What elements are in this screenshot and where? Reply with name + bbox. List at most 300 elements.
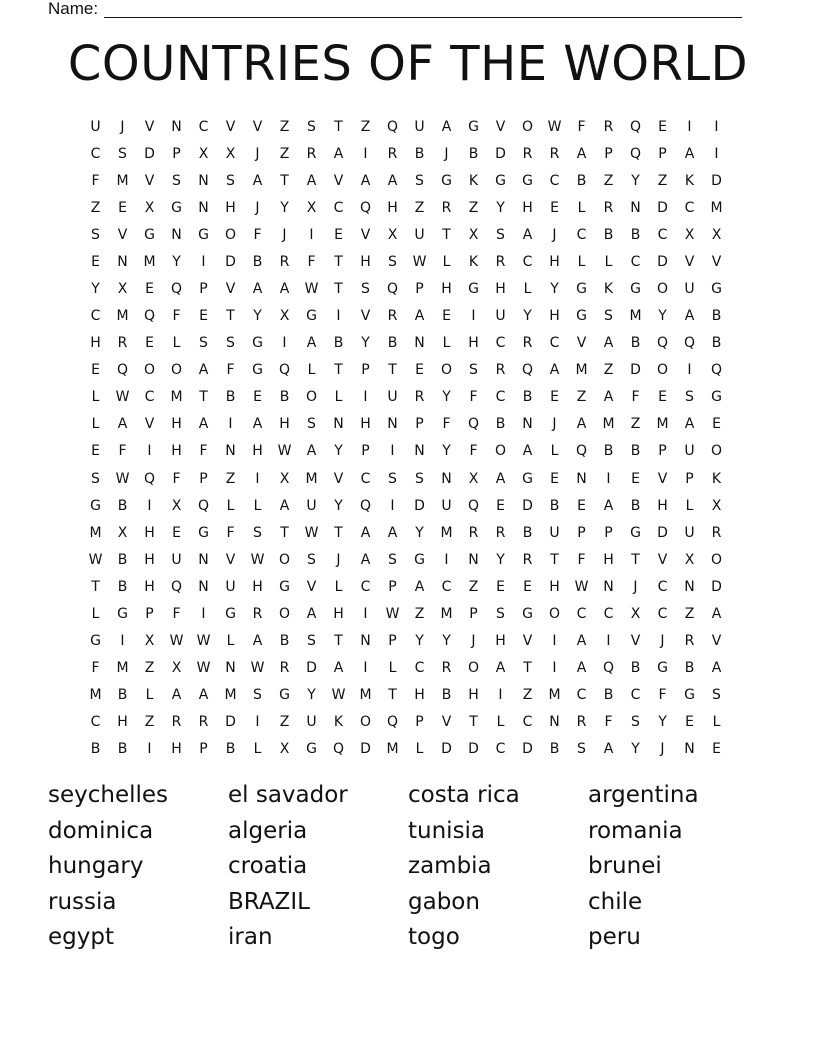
grid-letter: U [684, 443, 695, 460]
word-list-item: iran [228, 924, 273, 951]
grid-letter: U [684, 281, 695, 297]
grid-letter: F [91, 660, 100, 677]
grid-letter: A [387, 524, 398, 541]
grid-row [82, 546, 730, 573]
grid-letter: E [523, 578, 532, 595]
grid-letter: B [468, 145, 479, 162]
grid-letter: P [658, 145, 667, 162]
grid-row [82, 357, 730, 384]
grid-letter: B [603, 687, 614, 704]
grid-letter: L [550, 443, 559, 460]
grid-letter: C [657, 226, 668, 243]
grid-letter: C [495, 741, 506, 758]
grid-letter: Q [197, 497, 210, 514]
grid-letter: Y [658, 714, 667, 731]
grid-letter: H [468, 687, 479, 704]
grid-letter: S [307, 118, 316, 135]
grid-letter: N [414, 335, 425, 352]
grid-row [82, 167, 730, 194]
grid-letter: I [687, 118, 692, 135]
word-list-item: chile [588, 888, 643, 915]
grid-letter: K [468, 253, 479, 270]
grid-letter: E [118, 199, 127, 216]
grid-letter: B [441, 687, 452, 704]
grid-letter: A [684, 145, 695, 162]
grid-letter: M [116, 308, 129, 325]
grid-letter: N [198, 199, 209, 216]
grid-letter: B [711, 335, 722, 352]
grid-letter: B [630, 660, 641, 677]
grid-letter: B [117, 741, 128, 758]
grid-letter: I [714, 118, 719, 135]
grid-letter: D [306, 660, 317, 677]
grid-letter: I [714, 145, 719, 162]
grid-letter: T [280, 172, 289, 189]
grid-letter: R [522, 551, 533, 568]
grid-letter: X [468, 226, 479, 243]
grid-letter: H [252, 578, 263, 595]
grid-letter: X [468, 470, 479, 487]
grid-letter: Q [710, 362, 723, 379]
grid-letter: C [576, 687, 587, 704]
grid-letter: W [304, 524, 319, 541]
grid-letter: C [576, 226, 587, 243]
grid-letter: C [576, 605, 587, 622]
grid-row [82, 627, 730, 654]
grid-letter: G [684, 687, 695, 704]
grid-letter: A [522, 443, 533, 460]
grid-letter: R [711, 524, 722, 541]
grid-letter: S [415, 470, 424, 487]
grid-letter: O [170, 362, 183, 379]
grid-letter: D [441, 741, 452, 758]
grid-letter: A [198, 416, 209, 433]
grid-letter: C [522, 714, 533, 731]
grid-letter: K [468, 172, 479, 189]
word-list-item: gabon [408, 888, 480, 915]
grid-letter: R [603, 118, 614, 135]
grid-letter: K [711, 470, 722, 487]
grid-letter: G [576, 281, 587, 297]
grid-letter: A [360, 172, 371, 189]
grid-letter: A [441, 118, 452, 135]
grid-letter: I [552, 633, 557, 650]
grid-letter: T [523, 660, 532, 677]
grid-letter: A [279, 281, 290, 297]
grid-letter: T [226, 308, 235, 325]
grid-letter: A [603, 335, 614, 352]
grid-letter: Z [603, 362, 614, 379]
grid-letter: J [552, 416, 557, 433]
grid-letter: J [444, 145, 449, 162]
grid-letter: V [630, 633, 641, 650]
grid-letter: R [603, 199, 614, 216]
grid-row [82, 573, 730, 600]
grid-letter: Q [467, 497, 480, 514]
grid-letter: F [469, 443, 478, 460]
grid-row [82, 709, 730, 736]
grid-letter: I [552, 660, 557, 677]
grid-letter: M [710, 199, 723, 216]
grid-letter: V [684, 253, 695, 270]
grid-letter: U [495, 308, 506, 325]
grid-letter: H [468, 335, 479, 352]
grid-letter: U [414, 226, 425, 243]
word-list-item: costa rica [408, 782, 520, 808]
grid-letter: B [711, 308, 722, 325]
grid-letter: M [170, 389, 183, 406]
grid-letter: Y [523, 308, 532, 325]
grid-letter: A [360, 524, 371, 541]
grid-letter: F [577, 118, 586, 135]
grid-letter: O [548, 605, 561, 622]
grid-letter: L [442, 253, 451, 270]
grid-letter: Q [386, 281, 399, 297]
grid-letter: X [117, 524, 128, 541]
grid-letter: D [144, 145, 155, 162]
grid-letter: G [495, 172, 506, 189]
grid-letter: Z [684, 605, 695, 622]
grid-letter: W [169, 633, 184, 650]
grid-letter: W [250, 551, 265, 568]
grid-letter: S [469, 362, 478, 379]
grid-letter: A [576, 416, 587, 433]
grid-letter: Z [279, 118, 290, 135]
grid-letter: X [144, 199, 155, 216]
grid-letter: V [225, 118, 236, 135]
grid-letter: D [360, 741, 371, 758]
grid-letter: Y [280, 199, 289, 216]
grid-letter: S [361, 281, 370, 297]
grid-letter: R [522, 145, 533, 162]
grid-letter: V [522, 633, 533, 650]
grid-letter: D [495, 145, 506, 162]
grid-letter: U [306, 714, 317, 731]
grid-letter: I [255, 714, 260, 731]
grid-letter: O [656, 281, 669, 297]
grid-letter: P [361, 362, 370, 379]
grid-letter: C [657, 578, 668, 595]
grid-letter: S [91, 226, 100, 243]
grid-letter: G [522, 172, 533, 189]
grid-letter: G [252, 362, 263, 379]
grid-letter: X [279, 470, 290, 487]
grid-letter: V [252, 118, 263, 135]
grid-letter: R [387, 145, 398, 162]
grid-letter: A [387, 172, 398, 189]
grid-letter: T [550, 551, 559, 568]
grid-letter: Z [657, 172, 668, 189]
grid-letter: I [471, 308, 476, 325]
grid-letter: A [684, 416, 695, 433]
grid-letter: I [228, 416, 233, 433]
grid-letter: V [711, 633, 722, 650]
grid-letter: T [334, 281, 343, 297]
grid-letter: G [468, 281, 479, 297]
grid-letter: M [143, 253, 156, 270]
grid-letter: M [548, 687, 561, 704]
grid-letter: R [306, 145, 317, 162]
grid-letter: F [172, 470, 181, 487]
grid-letter: N [630, 199, 641, 216]
grid-letter: U [684, 524, 695, 541]
grid-letter: M [305, 470, 318, 487]
grid-letter: V [225, 281, 236, 297]
grid-letter: B [279, 633, 290, 650]
grid-letter: T [388, 362, 397, 379]
grid-letter: Q [467, 416, 480, 433]
grid-letter: Q [602, 660, 615, 677]
grid-letter: E [550, 389, 559, 406]
grid-letter: U [90, 118, 101, 135]
grid-letter: A [306, 605, 317, 622]
grid-letter: M [575, 362, 588, 379]
grid-letter: S [226, 335, 235, 352]
grid-letter: Z [576, 389, 587, 406]
grid-letter: E [577, 497, 586, 514]
grid-letter: G [468, 118, 479, 135]
grid-letter: O [278, 605, 291, 622]
grid-letter: F [442, 416, 451, 433]
grid-letter: Y [442, 633, 451, 650]
word-list-item: egypt [48, 924, 114, 951]
grid-letter: J [633, 578, 638, 595]
grid-letter: V [657, 470, 668, 487]
grid-letter: B [414, 145, 425, 162]
grid-letter: F [631, 389, 640, 406]
word-list-item: el savador [228, 782, 348, 808]
grid-letter: A [684, 308, 695, 325]
grid-letter: A [306, 172, 317, 189]
grid-letter: R [171, 714, 182, 731]
grid-letter: P [172, 145, 181, 162]
grid-letter: S [91, 470, 100, 487]
grid-letter: N [225, 660, 236, 677]
grid-letter: E [199, 308, 208, 325]
grid-letter: X [684, 226, 695, 243]
grid-letter: H [144, 551, 155, 568]
grid-letter: Q [386, 714, 399, 731]
grid-letter: L [226, 497, 235, 514]
grid-letter: V [144, 118, 155, 135]
grid-letter: Y [496, 199, 505, 216]
grid-letter: D [522, 741, 533, 758]
grid-letter: H [522, 199, 533, 216]
grid-letter: R [495, 362, 506, 379]
grid-letter: L [442, 335, 451, 352]
grid-letter: Z [603, 172, 614, 189]
grid-letter: P [199, 741, 208, 758]
grid-letter: E [550, 199, 559, 216]
grid-letter: N [522, 416, 533, 433]
word-list-item: togo [408, 924, 460, 951]
grid-letter: L [334, 389, 343, 406]
grid-letter: O [494, 443, 507, 460]
grid-letter: V [711, 253, 722, 270]
grid-letter: M [440, 605, 453, 622]
grid-letter: A [603, 389, 614, 406]
grid-letter: E [442, 308, 451, 325]
grid-letter: N [684, 741, 695, 758]
grid-row [82, 682, 730, 709]
grid-letter: Q [683, 335, 696, 352]
grid-letter: J [282, 226, 287, 243]
grid-letter: Q [143, 470, 156, 487]
grid-letter: Y [550, 281, 559, 297]
grid-letter: N [549, 714, 560, 731]
grid-letter: O [440, 362, 453, 379]
grid-letter: A [171, 687, 182, 704]
grid-letter: N [441, 470, 452, 487]
grid-letter: Y [631, 741, 640, 758]
grid-letter: R [117, 335, 128, 352]
grid-letter: C [198, 118, 209, 135]
grid-letter: J [120, 118, 125, 135]
grid-letter: H [360, 416, 371, 433]
grid-letter: A [252, 633, 263, 650]
grid-letter: L [91, 416, 100, 433]
grid-letter: K [684, 172, 695, 189]
grid-letter: X [279, 308, 290, 325]
grid-letter: E [91, 443, 100, 460]
grid-letter: H [441, 281, 452, 297]
grid-letter: H [603, 551, 614, 568]
grid-letter: P [577, 524, 586, 541]
grid-letter: T [334, 362, 343, 379]
grid-letter: G [522, 470, 533, 487]
grid-letter: C [549, 335, 560, 352]
grid-letter: J [336, 551, 341, 568]
grid-letter: C [630, 253, 641, 270]
grid-letter: B [333, 335, 344, 352]
grid-letter: N [117, 253, 128, 270]
grid-letter: I [147, 497, 152, 514]
grid-letter: F [91, 172, 100, 189]
grid-letter: S [388, 253, 397, 270]
grid-row [82, 330, 730, 357]
grid-letter: B [387, 335, 398, 352]
grid-letter: N [684, 578, 695, 595]
grid-row [82, 411, 730, 438]
grid-letter: X [198, 145, 209, 162]
grid-letter: H [144, 578, 155, 595]
grid-letter: O [278, 551, 291, 568]
word-list-item: algeria [228, 817, 308, 844]
grid-letter: J [552, 226, 557, 243]
grid-letter: F [172, 308, 181, 325]
grid-letter: N [225, 443, 236, 460]
grid-letter: N [387, 416, 398, 433]
grid-letter: P [685, 470, 694, 487]
grid-letter: M [224, 687, 237, 704]
grid-letter: G [711, 281, 722, 297]
name-underline[interactable] [104, 2, 742, 18]
grid-letter: H [252, 443, 263, 460]
grid-letter: W [277, 443, 292, 460]
grid-letter: H [549, 253, 560, 270]
grid-row [82, 600, 730, 627]
grid-letter: H [495, 633, 506, 650]
grid-letter: H [171, 443, 182, 460]
grid-letter: Y [442, 389, 451, 406]
grid-letter: P [199, 470, 208, 487]
grid-letter: O [224, 226, 237, 243]
grid-letter: A [414, 578, 425, 595]
grid-letter: Y [307, 687, 316, 704]
grid-letter: Z [414, 199, 425, 216]
grid-letter: Y [334, 497, 343, 514]
grid-letter: D [657, 199, 668, 216]
grid-letter: L [685, 497, 694, 514]
grid-letter: I [363, 605, 368, 622]
grid-letter: L [253, 741, 262, 758]
grid-letter: T [469, 714, 478, 731]
grid-letter: F [226, 362, 235, 379]
grid-letter: B [522, 389, 533, 406]
name-field[interactable] [48, 0, 742, 18]
grid-letter: Q [386, 118, 399, 135]
grid-letter: O [359, 714, 372, 731]
grid-letter: A [333, 660, 344, 677]
grid-letter: S [307, 416, 316, 433]
grid-letter: C [360, 470, 371, 487]
grid-letter: G [171, 199, 182, 216]
grid-letter: Q [521, 362, 534, 379]
grid-letter: Z [279, 714, 290, 731]
grid-letter: N [171, 226, 182, 243]
grid-letter: D [225, 253, 236, 270]
grid-letter: C [630, 687, 641, 704]
grid-letter: B [522, 524, 533, 541]
grid-letter: H [360, 253, 371, 270]
grid-letter: Z [144, 714, 155, 731]
grid-letter: L [604, 253, 613, 270]
grid-letter: N [576, 470, 587, 487]
grid-letter: Y [415, 633, 424, 650]
grid-letter: B [117, 687, 128, 704]
grid-letter: V [657, 551, 668, 568]
grid-letter: R [495, 524, 506, 541]
grid-letter: C [603, 605, 614, 622]
grid-letter: Y [415, 524, 424, 541]
grid-letter: R [387, 308, 398, 325]
grid-letter: A [306, 335, 317, 352]
grid-letter: A [279, 497, 290, 514]
grid-letter: N [414, 443, 425, 460]
grid-letter: D [711, 578, 722, 595]
grid-letter: A [603, 741, 614, 758]
grid-letter: E [253, 389, 262, 406]
grid-letter: S [118, 145, 127, 162]
grid-letter: Q [629, 145, 642, 162]
grid-letter: L [577, 199, 586, 216]
grid-letter: G [198, 524, 209, 541]
grid-letter: A [117, 416, 128, 433]
grid-letter: P [145, 605, 154, 622]
grid-letter: S [253, 524, 262, 541]
grid-letter: M [89, 687, 102, 704]
grid-letter: P [199, 281, 208, 297]
grid-letter: R [549, 145, 560, 162]
grid-letter: Q [629, 118, 642, 135]
grid-letter: P [604, 524, 613, 541]
word-list-item: russia [48, 888, 117, 915]
letter-grid [82, 113, 730, 763]
grid-letter: P [604, 145, 613, 162]
grid-letter: F [577, 551, 586, 568]
grid-letter: V [441, 714, 452, 731]
grid-letter: G [522, 605, 533, 622]
